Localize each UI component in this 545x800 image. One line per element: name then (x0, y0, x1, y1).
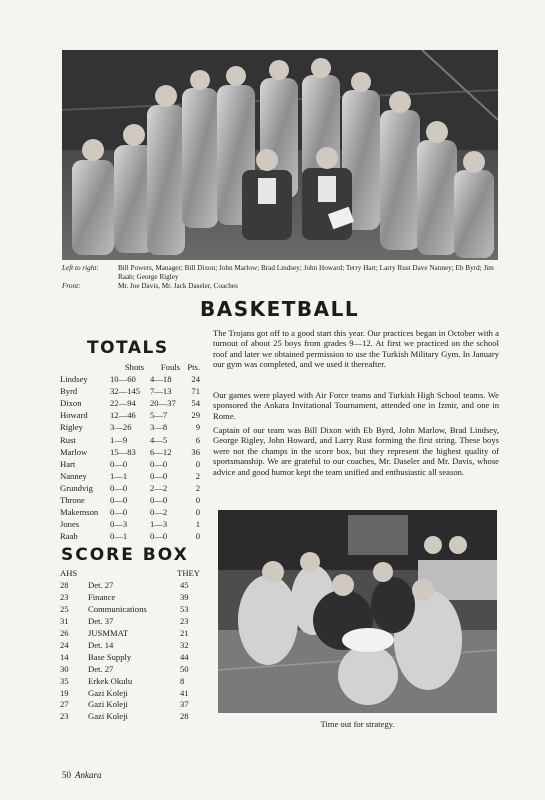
player-name: Jones (60, 519, 80, 530)
score-opponent: Erkek Okulu (88, 675, 133, 686)
team-photo-caption (62, 264, 502, 291)
score-ahs: 23 (60, 591, 69, 602)
player-shots: 0—1 (110, 531, 128, 542)
player-points: 0 (195, 458, 200, 469)
player-points: 24 (191, 374, 200, 385)
player-fouls: 3—8 (150, 422, 168, 433)
score-opponent: Gazi Koleji (88, 687, 128, 698)
totals-col-shots: Shots (124, 362, 144, 372)
team-photo (62, 50, 498, 260)
score-row (60, 664, 200, 676)
score-col-ahs: AHS (60, 568, 78, 578)
score-opponent: JUSMMAT (88, 627, 129, 638)
player-name: Lindsey (60, 374, 88, 385)
caption-front-text: Mr. Joe Davis, Mr. Jack Daseler, Coaches (118, 282, 238, 290)
score-they: 41 (180, 687, 189, 698)
player-shots: 0—0 (110, 507, 128, 518)
score-ahs: 30 (60, 663, 69, 674)
score-box-table (60, 568, 200, 723)
totals-row (60, 482, 200, 494)
player-name: Makemson (60, 507, 99, 518)
score-ahs: 35 (60, 675, 69, 686)
score-they: 32 (180, 639, 189, 650)
player-name: Nanney (60, 470, 87, 481)
score-ahs: 14 (60, 651, 69, 662)
player-points: 54 (191, 398, 200, 409)
player-points: 2 (195, 482, 200, 493)
player-name: Grundvig (60, 482, 93, 493)
totals-row (60, 530, 200, 542)
player-fouls: 5—7 (150, 410, 168, 421)
player-points: 71 (191, 386, 200, 397)
player-fouls: 7—13 (150, 386, 172, 397)
player-shots: 3—26 (110, 422, 132, 433)
player-fouls: 1—3 (150, 519, 168, 530)
totals-col-fouls: Fouls (160, 362, 180, 372)
player-points: 2 (195, 470, 200, 481)
player-fouls: 6—12 (150, 446, 172, 457)
page-title: BASKETBALL (200, 297, 360, 321)
score-they: 37 (180, 699, 189, 710)
caption-left-text: Bill Powers, Manager; Bill Dixon; John Marlow; Brad Lindsey; John Howard; Terry Hart; Larry Rust Dave Nanney; Eb Byrd; Jim Raab; George Rigley (118, 264, 494, 281)
score-they: 50 (180, 663, 189, 674)
player-points: 36 (191, 446, 200, 457)
score-opponent: Finance (88, 591, 116, 602)
player-shots: 1—1 (110, 470, 128, 481)
score-row (60, 688, 200, 700)
player-name: Dixon (60, 398, 82, 409)
score-ahs: 24 (60, 639, 69, 650)
score-opponent: Gazi Koleji (88, 699, 128, 710)
score-ahs: 26 (60, 627, 69, 638)
score-row (60, 699, 200, 711)
player-fouls: 0—2 (150, 507, 168, 518)
totals-table (60, 361, 200, 542)
totals-row (60, 434, 200, 446)
score-they: 39 (180, 591, 189, 602)
score-opponent: Communications (88, 603, 147, 614)
paragraph-games: Our games were played with Air Force teams and Turkish High School teams. We sponsored the Ankara Invitational Tournament, attended one in Izmir, and one in Rome. (213, 390, 499, 421)
score-they: 8 (180, 675, 185, 686)
score-row (60, 676, 200, 688)
score-opponent: Base Supply (88, 651, 132, 662)
score-row (60, 640, 200, 652)
score-they: 44 (180, 651, 189, 662)
score-ahs: 25 (60, 603, 69, 614)
score-row (60, 616, 200, 628)
player-points: 1 (195, 519, 200, 530)
player-name: Rigley (60, 422, 83, 433)
score-row (60, 628, 200, 640)
score-ahs: 31 (60, 615, 69, 626)
player-name: Howard (60, 410, 88, 421)
score-they: 53 (180, 603, 189, 614)
score-opponent: Det. 37 (88, 615, 114, 626)
player-points: 29 (191, 410, 200, 421)
player-shots: 0—0 (110, 482, 128, 493)
totals-row (60, 397, 200, 409)
totals-row (60, 409, 200, 421)
player-shots: 12—46 (110, 410, 136, 421)
score-they: 45 (180, 579, 189, 590)
player-shots: 15—83 (110, 446, 136, 457)
page-footer (62, 770, 102, 780)
totals-row (60, 506, 200, 518)
totals-col-pts: Pts. (187, 362, 200, 372)
totals-row (60, 494, 200, 506)
paragraph-intro: The Trojans got off to a good start this year. Our practices began in October with a turnout of about 25 boys from grades 9—12. At first we practiced on the school roof and later we obtained permission to use the Turkish Military Gym. In January our gym was completed, and we used it thereafter. (213, 328, 499, 370)
player-shots: 32—145 (110, 386, 141, 397)
player-shots: 0—0 (110, 495, 128, 506)
player-fouls: 0—0 (150, 531, 168, 542)
player-fouls: 20—37 (150, 398, 176, 409)
totals-row (60, 470, 200, 482)
player-name: Raab (60, 531, 78, 542)
score-ahs: 28 (60, 579, 69, 590)
timeout-photo (218, 510, 497, 713)
score-ahs: 23 (60, 711, 69, 722)
player-shots: 0—3 (110, 519, 128, 530)
score-opponent: Det. 27 (88, 579, 114, 590)
player-fouls: 4—18 (150, 374, 172, 385)
player-name: Byrd (60, 386, 78, 397)
player-fouls: 4—5 (150, 434, 168, 445)
score-ahs: 19 (60, 687, 69, 698)
player-points: 9 (195, 422, 200, 433)
score-they: 21 (180, 627, 189, 638)
player-points: 0 (195, 507, 200, 518)
score-row (60, 604, 200, 616)
score-row (60, 580, 200, 592)
player-fouls: 0—0 (150, 458, 168, 469)
player-name: Throne (60, 495, 85, 506)
player-points: 6 (195, 434, 200, 445)
player-shots: 10—60 (110, 374, 136, 385)
totals-heading: TOTALS (87, 338, 169, 358)
score-opponent: Det. 14 (88, 639, 114, 650)
player-fouls: 0—0 (150, 495, 168, 506)
player-name: Rust (60, 434, 76, 445)
player-fouls: 0—0 (150, 470, 168, 481)
score-ahs: 27 (60, 699, 69, 710)
player-fouls: 2—2 (150, 482, 168, 493)
score-row (60, 592, 200, 604)
score-box-heading: SCORE BOX (61, 545, 189, 565)
totals-row (60, 518, 200, 530)
score-opponent: Gazi Koleji (88, 711, 128, 722)
score-row (60, 711, 200, 723)
player-name: Marlow (60, 446, 88, 457)
caption-left-label: Left to right: (62, 264, 99, 272)
score-opponent: Det. 27 (88, 663, 114, 674)
totals-header-row (60, 361, 200, 373)
score-they: 28 (180, 711, 189, 722)
score-col-they: THEY (177, 568, 200, 578)
caption-front-label: Front: (62, 282, 81, 290)
player-shots: 0—0 (110, 458, 128, 469)
player-points: 0 (195, 495, 200, 506)
publication-name: Ankara (75, 770, 102, 780)
page-number: 50 (62, 770, 71, 780)
totals-row (60, 385, 200, 397)
totals-row (60, 421, 200, 433)
player-shots: 1—9 (110, 434, 128, 445)
player-shots: 22—94 (110, 398, 136, 409)
score-row (60, 652, 200, 664)
score-header-row (60, 568, 200, 580)
paragraph-captain: Captain of our team was Bill Dixon with Eb Byrd, John Marlow, Brad Lindsey, George Rigley, John Howard, and Larry Rust forming the first string. These boys were not the champs in the score box, but they represent the highest quality of sportsmanship. We are grateful to our coaches, Mr. Daseler and Mr. Davis, whose advice and good humor kept the team unified and enthusiastic all season. (213, 425, 499, 477)
totals-row (60, 458, 200, 470)
timeout-caption: Time out for strategy. (320, 719, 395, 729)
totals-row (60, 446, 200, 458)
player-points: 0 (195, 531, 200, 542)
score-they: 23 (180, 615, 189, 626)
totals-row (60, 373, 200, 385)
player-name: Hart (60, 458, 76, 469)
